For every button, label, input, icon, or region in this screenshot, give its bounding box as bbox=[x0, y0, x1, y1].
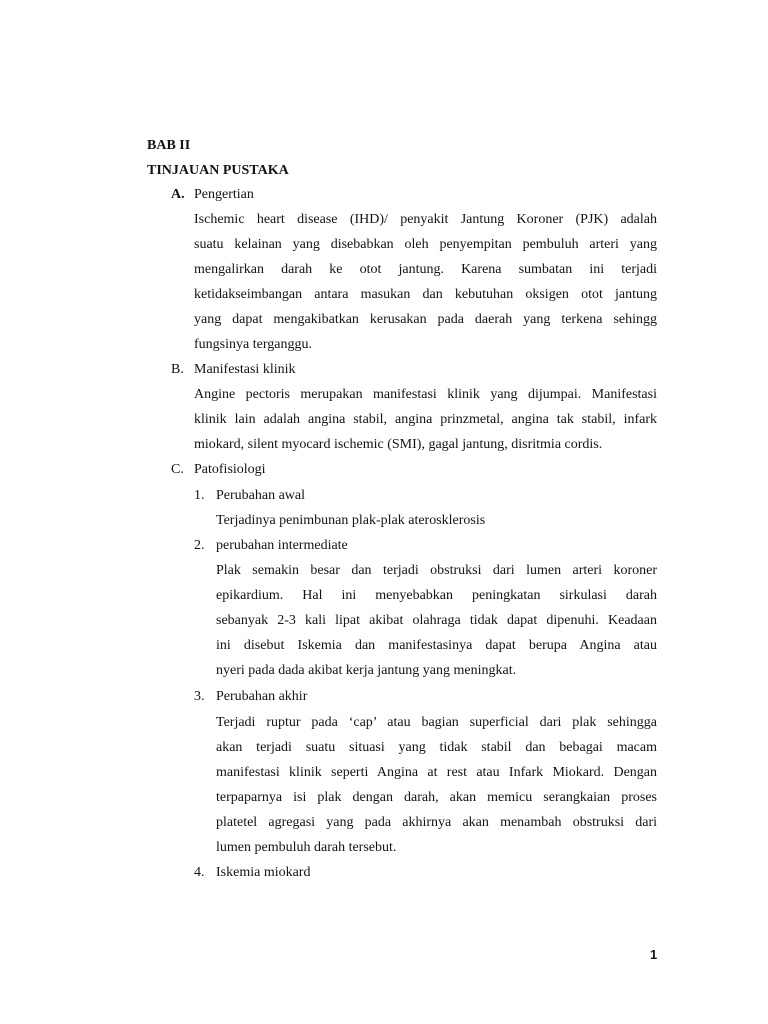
chapter-title: TINJAUAN PUSTAKA bbox=[147, 163, 289, 178]
section-b-line: klinik lain adalah angina stabil, angina prinzmetal, angina tak stabil, infark bbox=[194, 412, 657, 427]
list-item-heading: Iskemia miokard bbox=[216, 865, 311, 880]
section-a-line: yang dapat mengakibatkan kerusakan pada daerah yang terkena sehingg bbox=[194, 312, 657, 327]
section-b-heading: Manifestasi klinik bbox=[194, 362, 296, 377]
list-item-line: sebanyak 2-3 kali lipat akibat olahraga tidak dapat dipenuhi. Keadaan bbox=[216, 613, 657, 628]
list-item-line: Terjadi ruptur pada ‘cap’ atau bagian superficial dari plak sehingga bbox=[216, 715, 657, 730]
section-b-marker: B. bbox=[171, 362, 184, 377]
list-item-line: lumen pembuluh darah tersebut. bbox=[216, 840, 397, 855]
list-item-line: terpaparnya isi plak dengan darah, akan memicu serangkaian proses bbox=[216, 790, 657, 805]
section-a-line: Ischemic heart disease (IHD)/ penyakit Jantung Koroner (PJK) adalah bbox=[194, 212, 657, 227]
list-item-number: 3. bbox=[194, 689, 205, 704]
list-item-line: platetel agregasi yang pada akhirnya akan menambah obstruksi dari bbox=[216, 815, 657, 830]
section-a-line: suatu kelainan yang disebabkan oleh penyempitan pembuluh arteri yang bbox=[194, 237, 657, 252]
list-item-heading: Perubahan awal bbox=[216, 488, 306, 503]
section-a-marker: A. bbox=[171, 187, 185, 202]
chapter-label: BAB II bbox=[147, 138, 191, 153]
list-item-heading: perubahan intermediate bbox=[216, 538, 348, 553]
page-number: 1 bbox=[650, 947, 658, 962]
list-item-line: nyeri pada dada akibat kerja jantung yang meningkat. bbox=[216, 663, 517, 678]
section-a-line: mengalirkan darah ke otot jantung. Karena sumbatan ini terjadi bbox=[194, 262, 657, 277]
list-item-number: 4. bbox=[194, 865, 205, 880]
list-item-line: akan terjadi suatu situasi yang tidak stabil dan bebagai macam bbox=[216, 740, 657, 755]
list-item-heading: Perubahan akhir bbox=[216, 689, 308, 704]
list-item-line: ini disebut Iskemia dan manifestasinya dapat berupa Angina atau bbox=[216, 638, 657, 653]
list-item-line: Plak semakin besar dan terjadi obstruksi dari lumen arteri koroner bbox=[216, 563, 657, 578]
section-b-line: miokard, silent myocard ischemic (SMI), gagal jantung, disritmia cordis. bbox=[194, 437, 603, 452]
section-a-heading: Pengertian bbox=[194, 187, 254, 202]
section-b-line: Angine pectoris merupakan manifestasi klinik yang dijumpai. Manifestasi bbox=[194, 387, 657, 402]
list-item-number: 1. bbox=[194, 488, 205, 503]
section-a-line: ketidakseimbangan antara masukan dan kebutuhan oksigen otot jantung bbox=[194, 287, 657, 302]
list-item-number: 2. bbox=[194, 538, 205, 553]
list-item-line: manifestasi klinik seperti Angina at rest atau Infark Miokard. Dengan bbox=[216, 765, 657, 780]
list-item-line: epikardium. Hal ini menyebabkan peningkatan sirkulasi darah bbox=[216, 588, 657, 603]
section-c-heading: Patofisiologi bbox=[194, 462, 266, 477]
section-c-marker: C. bbox=[171, 462, 184, 477]
list-item-line: Terjadinya penimbunan plak-plak aterosklerosis bbox=[216, 513, 486, 528]
section-a-line: fungsinya terganggu. bbox=[194, 337, 312, 352]
